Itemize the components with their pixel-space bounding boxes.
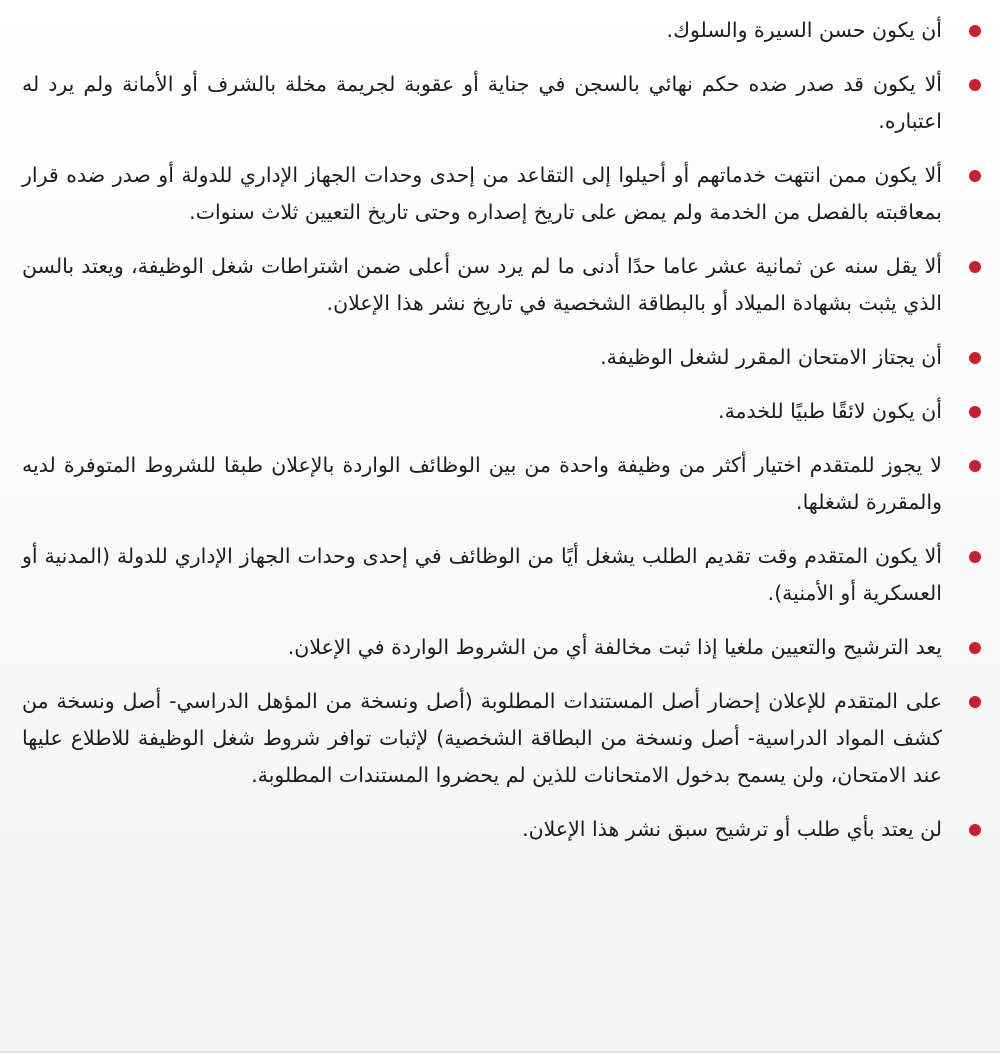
item-text: لا يجوز للمتقدم اختيار أكثر من وظيفة واحدة من بين الوظائف الواردة بالإعلان طبقا للشروط المتوفرة لديه والمقررة لشغلها.	[22, 453, 942, 514]
list-item	[22, 157, 942, 231]
list-item	[22, 12, 942, 49]
item-text: أن يكون حسن السيرة والسلوك.	[666, 18, 942, 42]
item-text: لن يعتد بأي طلب أو ترشيح سبق نشر هذا الإعلان.	[522, 817, 942, 841]
bullet-icon	[969, 170, 981, 182]
item-text: ألا يكون قد صدر ضده حكم نهائي بالسجن في جناية أو عقوبة لجريمة مخلة بالشرف أو الأمانة ولم يرد له اعتباره.	[22, 72, 942, 133]
bullet-icon	[969, 460, 981, 472]
item-text: ألا يكون ممن انتهت خدماتهم أو أحيلوا إلى التقاعد من إحدى وحدات الجهاز الإداري للدولة أو صدر ضده قرار بمعاقبته بالفصل من الخدمة ولم يمض على تاريخ إصداره وحتى تاريخ التعيين ثلاث سنوات.	[22, 163, 942, 224]
bullet-icon	[969, 642, 981, 654]
list-item	[22, 538, 942, 612]
requirements-list	[22, 12, 942, 865]
list-item	[22, 447, 942, 521]
list-item	[22, 629, 942, 666]
list-item	[22, 811, 942, 848]
bullet-icon	[969, 261, 981, 273]
list-item	[22, 66, 942, 140]
item-text: على المتقدم للإعلان إحضار أصل المستندات المطلوبة (أصل ونسخة من المؤهل الدراسي- أصل ونسخة من كشف المواد الدراسية- أصل ونسخة من البطاقة الشخصية) لإثبات توافر شروط شغل الوظيفة للاطلاع عليها عند الامتحان، ولن يسمح بدخول الامتحانات للذين لم يحضروا المستندات المطلوبة.	[22, 689, 942, 787]
bullet-icon	[969, 824, 981, 836]
item-text: ألا يقل سنه عن ثمانية عشر عاما حدًا أدنى ما لم يرد سن أعلى ضمن اشتراطات شغل الوظيفة، ويعتد بالسن الذي يثبت بشهادة الميلاد أو بالبطاقة الشخصية في تاريخ نشر هذا الإعلان.	[22, 254, 942, 315]
bullet-icon	[969, 551, 981, 563]
bullet-icon	[969, 696, 981, 708]
bullet-icon	[969, 352, 981, 364]
bullet-icon	[969, 25, 981, 37]
item-text: يعد الترشيح والتعيين ملغيا إذا ثبت مخالفة أي من الشروط الواردة في الإعلان.	[287, 635, 942, 659]
list-item	[22, 339, 942, 376]
list-item	[22, 248, 942, 322]
list-item	[22, 683, 942, 794]
bullet-icon	[969, 79, 981, 91]
list-item	[22, 393, 942, 430]
item-text: أن يجتاز الامتحان المقرر لشغل الوظيفة.	[600, 345, 942, 369]
item-text: ألا يكون المتقدم وقت تقديم الطلب يشغل أيًا من الوظائف في إحدى وحدات الجهاز الإداري للدولة (المدنية أو العسكرية أو الأمنية).	[22, 544, 942, 605]
item-text: أن يكون لائقًا طبيًا للخدمة.	[718, 399, 942, 423]
bullet-icon	[969, 406, 981, 418]
